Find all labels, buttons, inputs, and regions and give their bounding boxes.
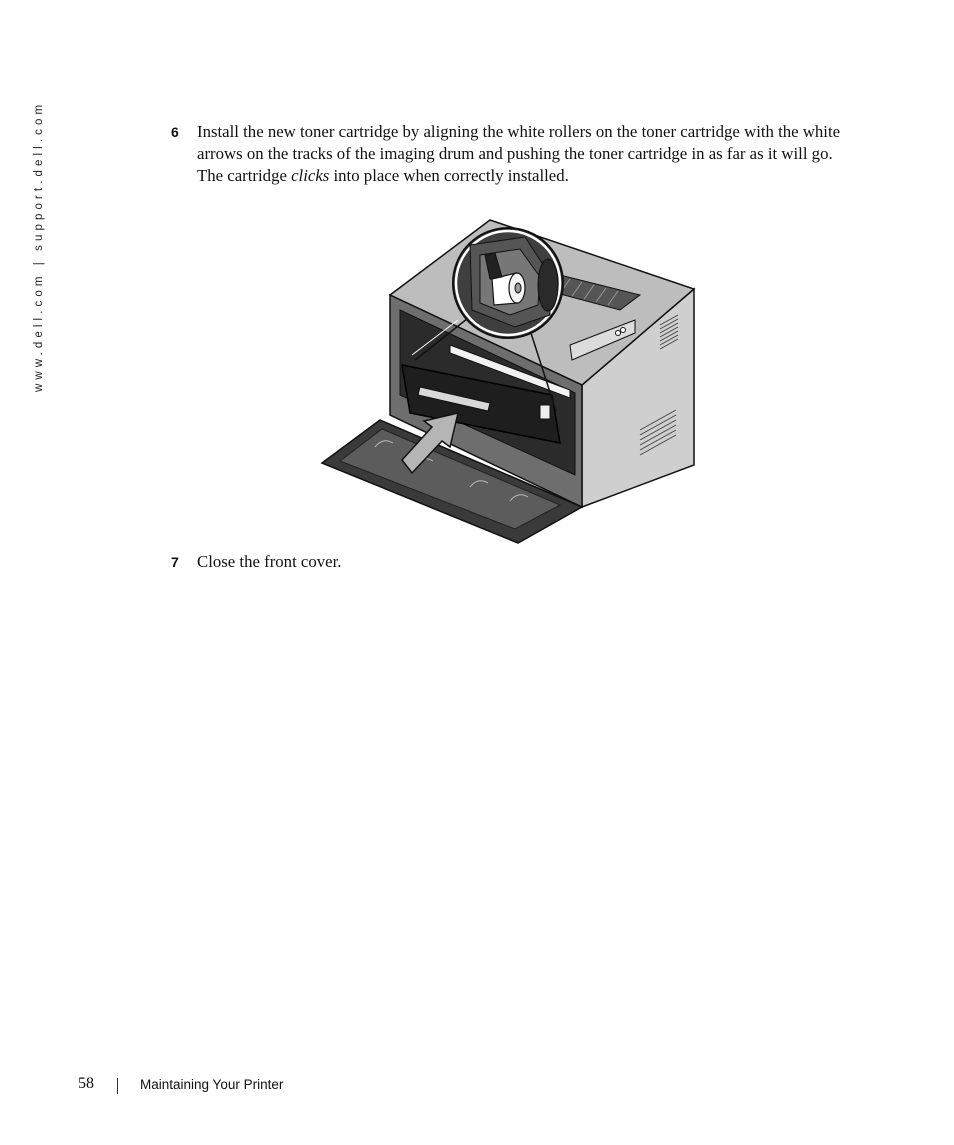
step-number: 7	[171, 554, 179, 570]
step-text-part: into place when correctly installed.	[329, 166, 569, 185]
footer-section-title: Maintaining Your Printer	[140, 1077, 284, 1092]
step-text-part: Install the new toner cartridge by aligning the white rollers on the toner cartridge with the white arrows on the tracks of the imaging drum and pushing the toner cartridge in as far as it will go. The cartridge	[197, 122, 841, 185]
control-panel-button	[616, 331, 621, 336]
printer-toner-illustration	[320, 215, 698, 547]
control-panel-button	[621, 328, 626, 333]
footer-separator	[117, 1078, 118, 1094]
step-text-emphasis: clicks	[291, 166, 330, 185]
step-6	[171, 121, 861, 187]
step-7	[171, 551, 861, 573]
page-footer	[0, 1075, 954, 1097]
sidebar-url: www.dell.com | support.dell.com	[33, 100, 45, 392]
step-text: Close the front cover.	[197, 552, 342, 571]
step-text	[197, 121, 861, 187]
step-number: 6	[171, 124, 179, 140]
page-number: 58	[78, 1075, 94, 1092]
